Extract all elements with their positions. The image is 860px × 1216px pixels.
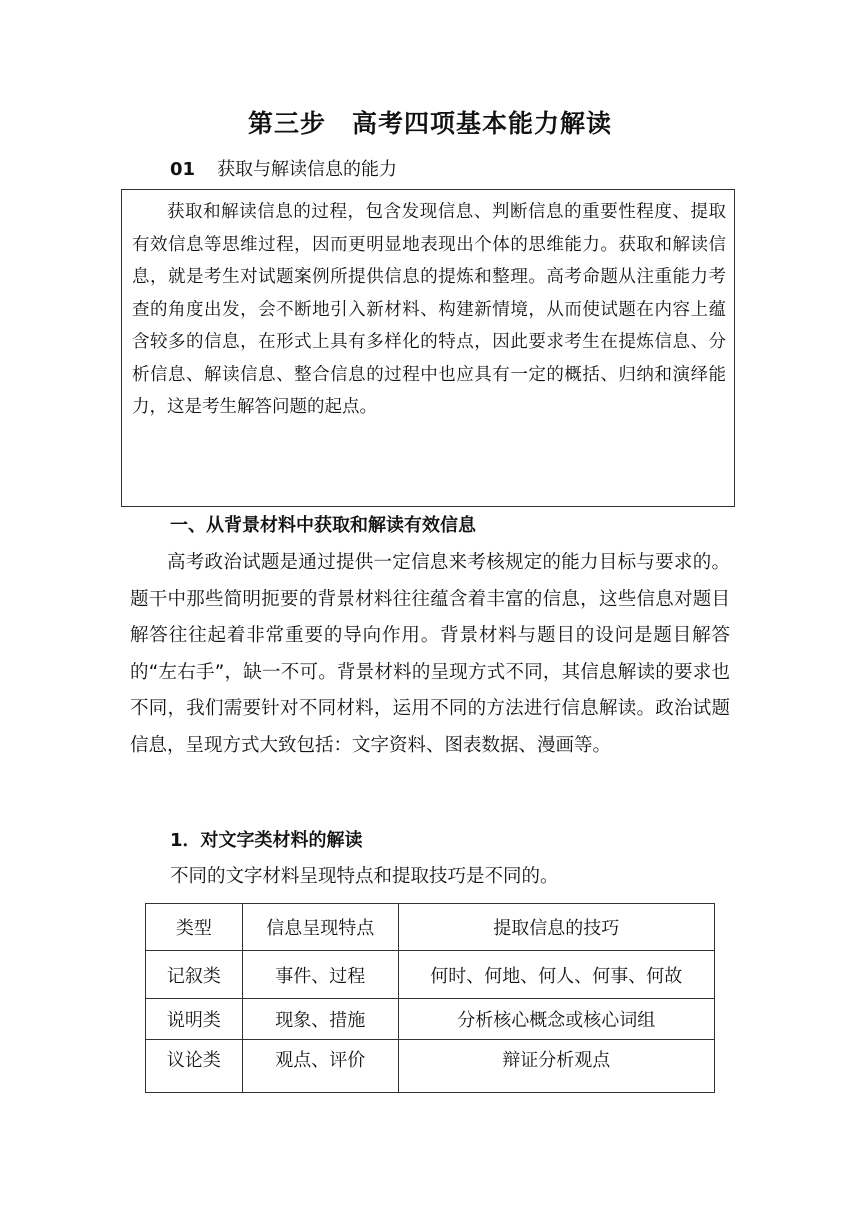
table-cell: 事件、过程 <box>242 951 398 999</box>
table-header-cell: 类型 <box>146 904 243 951</box>
table-row <box>146 999 715 1040</box>
summary-box <box>121 189 735 507</box>
table-cell: 说明类 <box>146 999 243 1040</box>
body-paragraph: 高考政治试题是通过提供一定信息来考核规定的能力目标与要求的。题干中那些简明扼要的背景材料往往蕴含着丰富的信息，这些信息对题目解答往往起着非常重要的导向作用。背景材料与题目的设问是题目解答的“左右手”，缺一不可。背景材料的呈现方式不同，其信息解读的要求也不同，我们需要针对不同材料，运用不同的方法进行信息解读。政治试题信息，呈现方式大致包括：文字资料、图表数据、漫画等。 <box>130 552 730 756</box>
table-row <box>146 1040 715 1093</box>
table-cell: 何时、何地、何人、何事、何故 <box>398 951 714 999</box>
table-row <box>146 951 715 999</box>
table-header-cell: 信息呈现特点 <box>242 904 398 951</box>
material-type-table <box>145 903 715 1093</box>
table-cell: 辩证分析观点 <box>398 1040 714 1093</box>
table-cell: 现象、措施 <box>242 999 398 1040</box>
table-cell: 记叙类 <box>146 951 243 999</box>
table-cell: 议论类 <box>146 1040 243 1093</box>
table-cell: 分析核心概念或核心词组 <box>398 999 714 1040</box>
table-header-row <box>146 904 715 951</box>
table-intro: 不同的文字材料呈现特点和提取技巧是不同的。 <box>170 866 559 887</box>
section-number: 01 <box>170 159 196 180</box>
heading-text-material: 1．对文字类材料的解读 <box>170 830 363 851</box>
summary-text: 获取和解读信息的过程，包含发现信息、判断信息的重要性程度、提取有效信息等思维过程，因而更明显地表现出个体的思维能力。获取和解读信息，就是考生对试题案例所提供信息的提炼和整理。高考命题从注重能力考查的角度出发，会不断地引入新材料、构建新情境，从而使试题在内容上蕴含较多的信息，在形式上具有多样化的特点，因此要求考生在提炼信息、分析信息、解读信息、整合信息的过程中也应具有一定的概括、归纳和演绎能力，这是考生解答问题的起点。 <box>132 202 726 417</box>
table-header-cell: 提取信息的技巧 <box>398 904 714 951</box>
table-cell: 观点、评价 <box>242 1040 398 1093</box>
page-title: 第三步 高考四项基本能力解读 <box>247 109 612 138</box>
heading-background-material: 一、从背景材料中获取和解读有效信息 <box>170 515 476 536</box>
section-title: 获取与解读信息的能力 <box>217 159 398 180</box>
section-heading <box>170 155 397 181</box>
